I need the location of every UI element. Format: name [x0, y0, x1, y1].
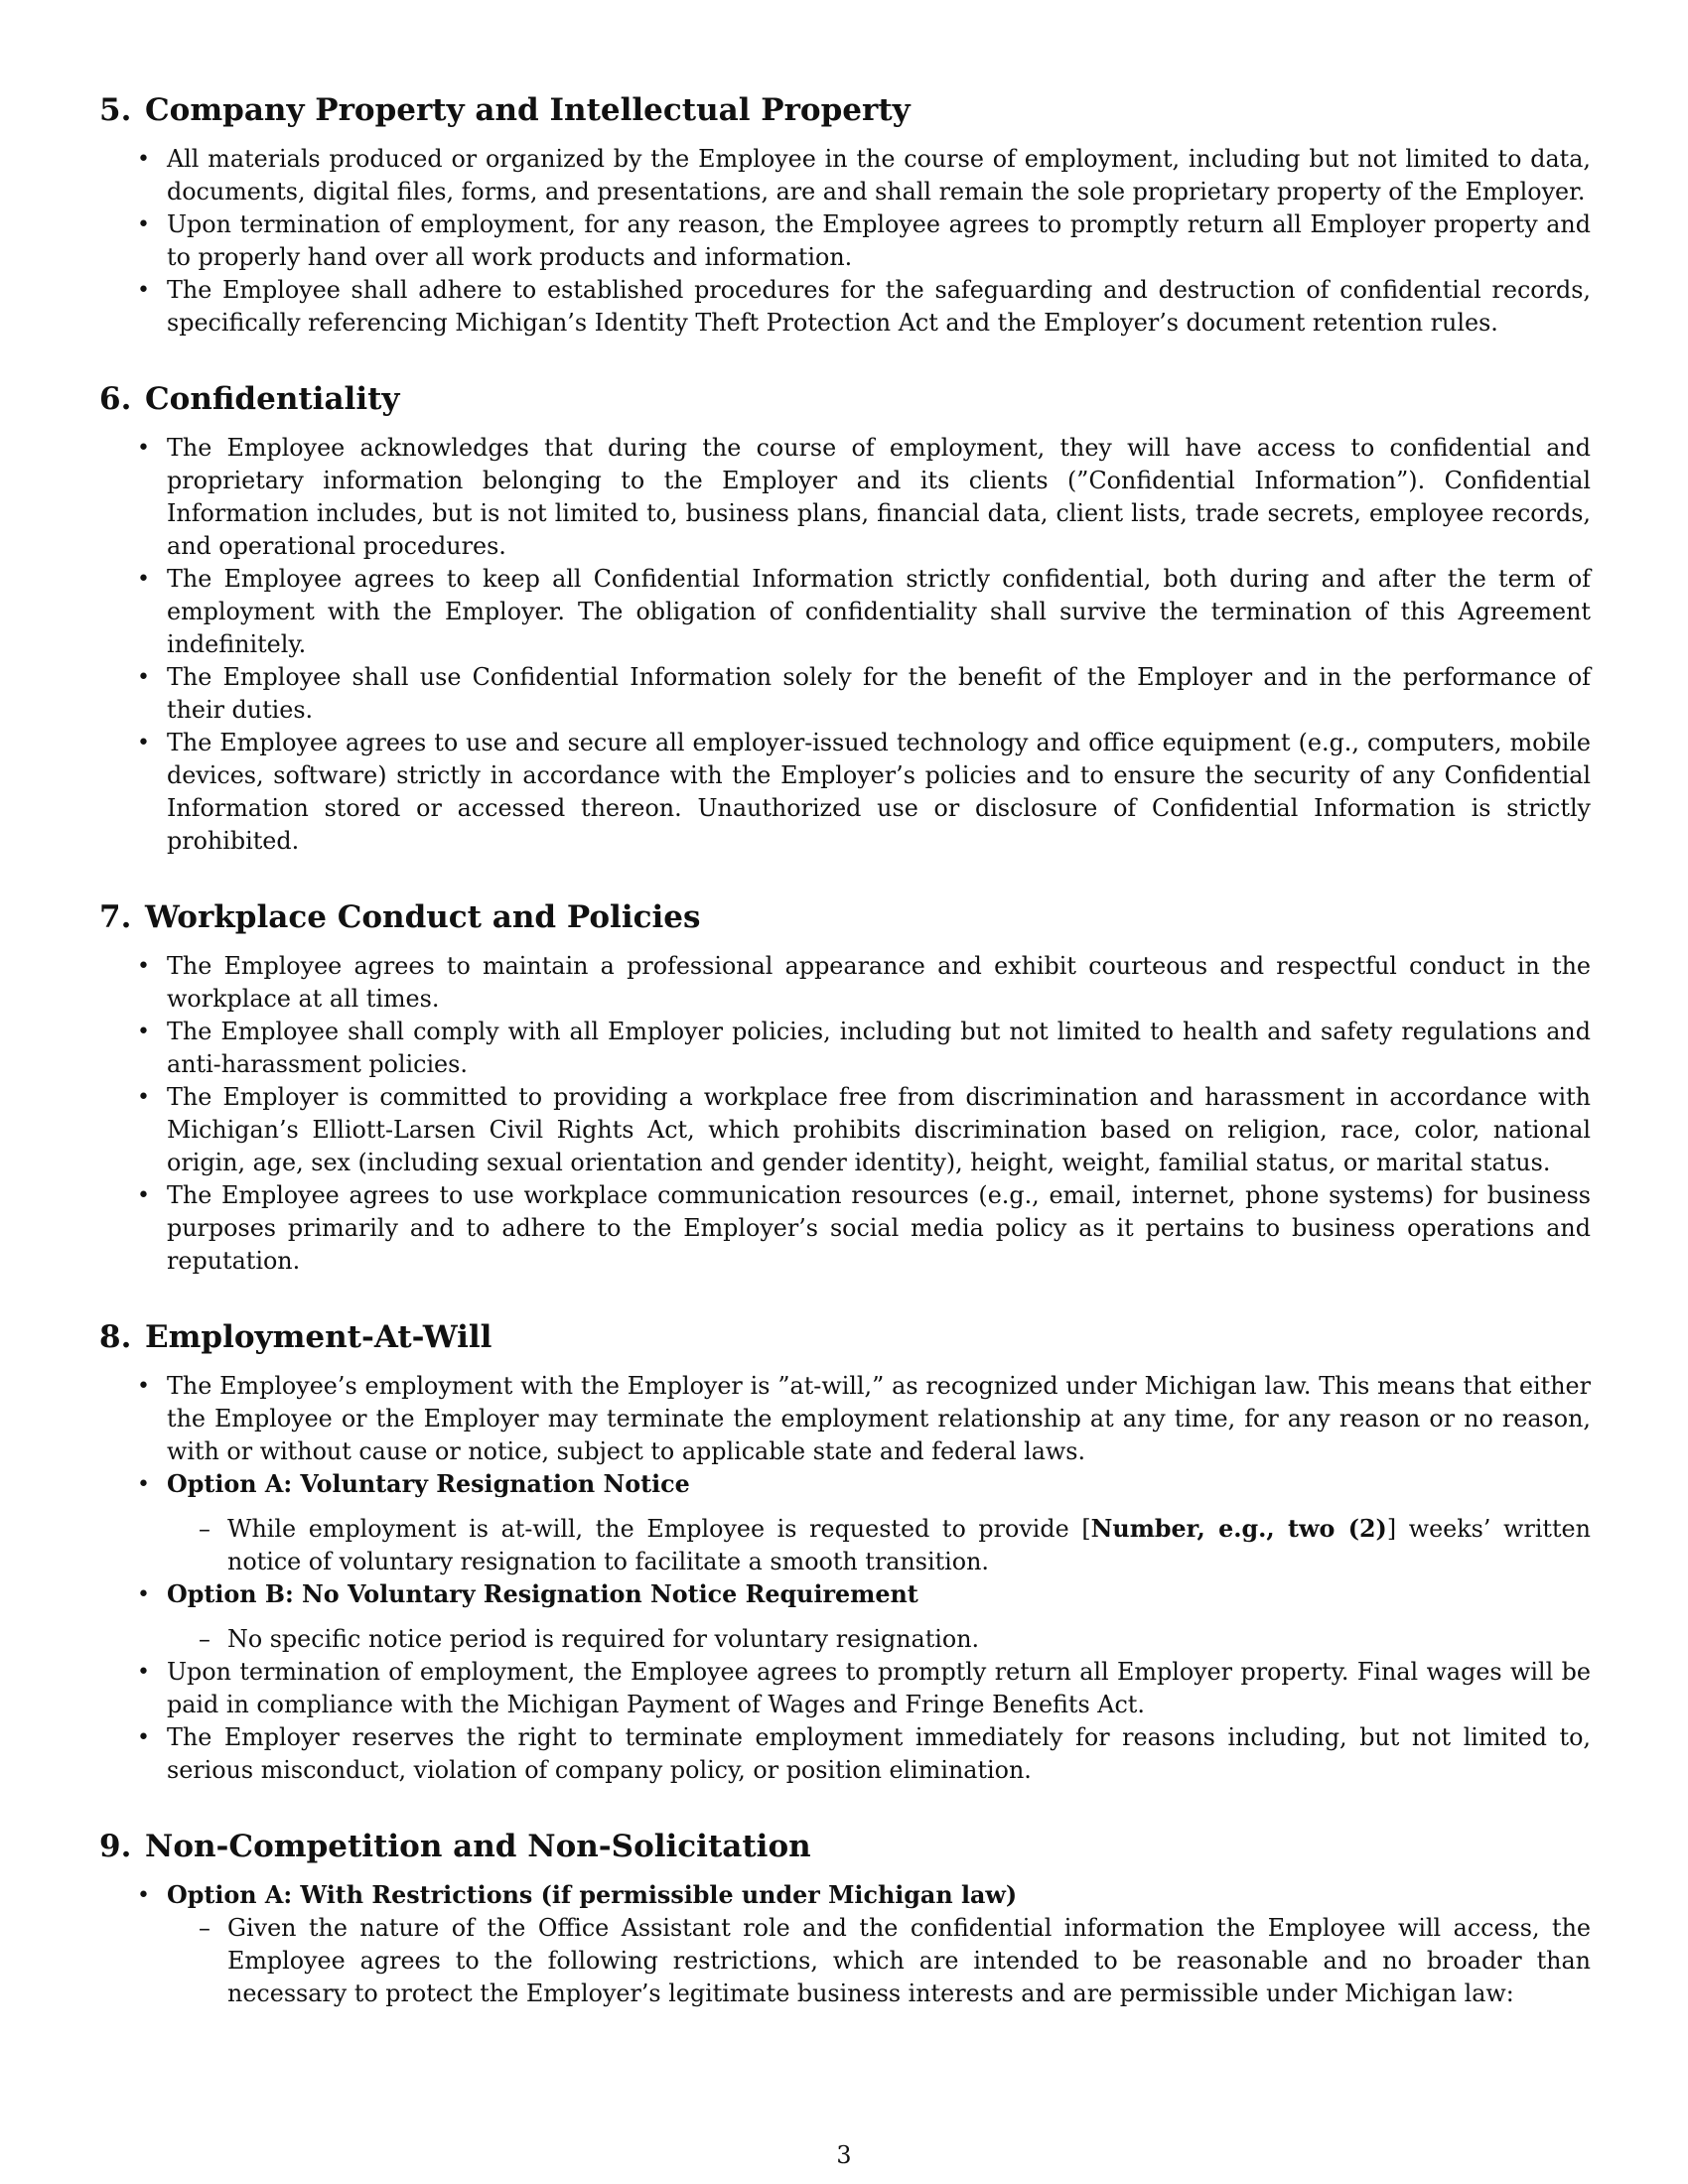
sub-list: [167, 1912, 1591, 2010]
option-a-item: [99, 1879, 1591, 2010]
section-5: [99, 91, 1591, 340]
option-label: Option B: No Voluntary Resignation Notice Requirement: [167, 1580, 918, 1608]
sub-list: [167, 1623, 1591, 1656]
section-heading: [99, 898, 1591, 936]
bullet-item: • The Employee agrees to use and secure all employer-issued technology and office equipment (e.g., computers, mobile devices, software) strictly in accordance with the Employer’s policies and to ensure the security of any Confidential Information stored or accessed thereon. Unauthorized use or disclosure of Confidential Information is strictly prohibited.: [99, 727, 1591, 858]
sub-item: – Given the nature of the Office Assistant role and the confidential information the Employee will access, the Employee agrees to the following restrictions, which are intended to be reasonable and no broader than necessary to protect the Employer’s legitimate business interests and are permissible under Michigan law:: [167, 1912, 1591, 2010]
section-heading: [99, 1318, 1591, 1356]
bullet-item: • The Employee shall comply with all Employer policies, including but not limited to health and safety regulations and anti-harassment policies.: [99, 1016, 1591, 1081]
bullet-item: • The Employee acknowledges that during the course of employment, they will have access to confidential and proprietary information belonging to the Employer and its clients (”Confidential Information”). Confidential Information includes, but is not limited to, business plans, financial data, client lists, trade secrets, employee records, and operational procedures.: [99, 432, 1591, 563]
bullet-item: • Upon termination of employment, the Employee agrees to promptly return all Employer property. Final wages will be paid in compliance with the Michigan Payment of Wages and Fringe Benefits Act.: [99, 1656, 1591, 1721]
bullet-list: [99, 432, 1591, 858]
section-6: [99, 380, 1591, 858]
bullet-item: • The Employer reserves the right to terminate employment immediately for reasons including, but not limited to, serious misconduct, violation of company policy, or position elimination.: [99, 1721, 1591, 1787]
section-heading: [99, 380, 1591, 418]
section-number: 5.: [99, 92, 132, 128]
document-page: [99, 91, 1591, 2010]
bullet-item: • The Employee agrees to keep all Confidential Information strictly confidential, both during and after the term of employment with the Employer. The obligation of confidentiality shall survive the termination of this Agreement indefinitely.: [99, 563, 1591, 661]
option-a-item: [99, 1468, 1591, 1578]
section-heading: [99, 91, 1591, 129]
section-title: Confidentiality: [145, 381, 400, 417]
sub-text-post: ] weeks’ written notice of voluntary resignation to facilitate a smooth transition.: [227, 1515, 1591, 1575]
section-7: [99, 898, 1591, 1278]
section-9: [99, 1828, 1591, 2010]
bullet-list: [99, 143, 1591, 340]
bullet-list: [99, 950, 1591, 1278]
section-8: [99, 1318, 1591, 1787]
sub-item: – No specific notice period is required for voluntary resignation.: [167, 1623, 1591, 1656]
bullet-item: • The Employee agrees to maintain a professional appearance and exhibit courteous and respectful conduct in the workplace at all times.: [99, 950, 1591, 1016]
option-label: Option A: With Restrictions (if permissible under Michigan law): [167, 1881, 1018, 1909]
bullet-list: [99, 1879, 1591, 2010]
sub-text-pre: While employment is at-will, the Employee is requested to provide [: [227, 1515, 1091, 1543]
sub-list: [167, 1513, 1591, 1578]
bullet-list: [99, 1370, 1591, 1787]
sub-item: [167, 1513, 1591, 1578]
bullet-item: • Upon termination of employment, for any reason, the Employee agrees to promptly return all Employer property and to properly hand over all work products and information.: [99, 208, 1591, 274]
section-title: Employment-At-Will: [145, 1319, 492, 1355]
bullet-item: • The Employee agrees to use workplace communication resources (e.g., email, internet, phone systems) for business purposes primarily and to adhere to the Employer’s social media policy as it pertains to business operations and reputation.: [99, 1179, 1591, 1278]
page-number: 3: [836, 2141, 852, 2169]
placeholder-field: Number, e.g., two (2): [1090, 1515, 1387, 1543]
bullet-item: • The Employee shall use Confidential Information solely for the benefit of the Employer and in the performance of their duties.: [99, 661, 1591, 727]
option-b-item: [99, 1578, 1591, 1656]
section-number: 9.: [99, 1829, 132, 1864]
section-heading: [99, 1828, 1591, 1865]
section-number: 7.: [99, 899, 132, 935]
bullet-item: • The Employer is committed to providing a workplace free from discrimination and harassment in accordance with Michigan’s Elliott-Larsen Civil Rights Act, which prohibits discrimination based on religion, race, color, national origin, age, sex (including sexual orientation and gender identity), height, weight, familial status, or marital status.: [99, 1081, 1591, 1179]
section-number: 6.: [99, 381, 132, 417]
bullet-item: • The Employee’s employment with the Employer is ”at-will,” as recognized under Michigan law. This means that either the Employee or the Employer may terminate the employment relationship at any time, for any reason or no reason, with or without cause or notice, subject to applicable state and federal laws.: [99, 1370, 1591, 1468]
section-title: Non-Competition and Non-Solicitation: [145, 1829, 811, 1864]
bullet-item: • The Employee shall adhere to established procedures for the safeguarding and destruction of confidential records, specifically referencing Michigan’s Identity Theft Protection Act and the Employer’s document retention rules.: [99, 274, 1591, 340]
option-label: Option A: Voluntary Resignation Notice: [167, 1470, 690, 1498]
section-title: Workplace Conduct and Policies: [145, 899, 701, 935]
section-title: Company Property and Intellectual Property: [145, 92, 911, 128]
section-number: 8.: [99, 1319, 132, 1355]
bullet-item: • All materials produced or organized by the Employee in the course of employment, including but not limited to data, documents, digital files, forms, and presentations, are and shall remain the sole proprietary property of the Employer.: [99, 143, 1591, 208]
